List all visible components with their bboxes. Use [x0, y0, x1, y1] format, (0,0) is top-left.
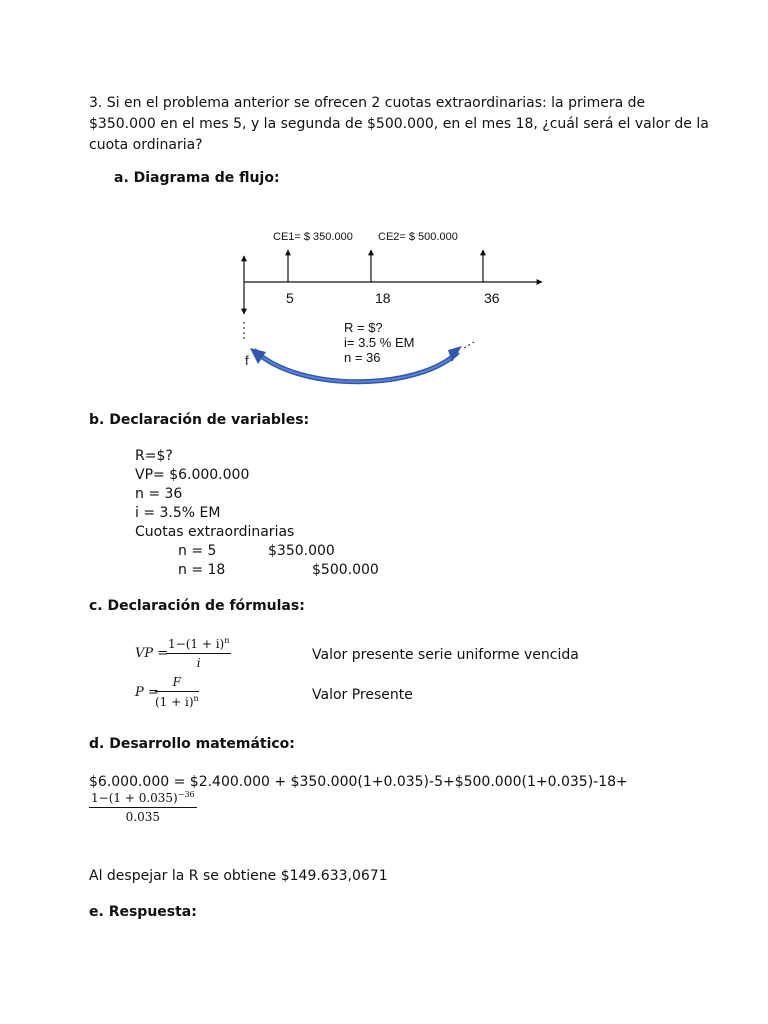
- formula2-lhs: P =: [135, 685, 159, 700]
- equation-line: $6.000.000 = $2.400.000 + $350.000(1+0.035)-5+$500.000(1+0.035)-18+: [89, 774, 628, 790]
- formula2-fraction: [155, 675, 199, 709]
- result-text: Al despejar la R se obtiene $149.633,0671: [89, 868, 388, 884]
- diagram-r: R = $?: [344, 320, 383, 335]
- heading-declaracion-formulas: c. Declaración de fórmulas:: [89, 598, 305, 614]
- formula1-description: Valor presente serie uniforme vencida: [312, 647, 579, 663]
- formula1-lhs: VP =: [135, 646, 169, 661]
- var-i: i = 3.5% EM: [135, 505, 221, 521]
- formula1-exponent: n: [224, 636, 230, 645]
- dashed-guide-right: [464, 342, 474, 348]
- heading-respuesta: e. Respuesta:: [89, 904, 197, 920]
- formula1-numerator-text: 1−(1 + i): [168, 637, 225, 651]
- equation-fraction-denominator: 0.035: [125, 810, 160, 824]
- formula2-description: Valor Presente: [312, 687, 413, 703]
- formula1-numerator: [166, 636, 231, 654]
- heading-declaracion-variables: b. Declaración de variables:: [89, 412, 310, 428]
- equation-fraction-numerator: [89, 790, 197, 808]
- diagram-variables: [344, 320, 424, 362]
- ce1-label: CE1= $ 350.000: [273, 231, 353, 243]
- cash-flow-diagram: [230, 222, 550, 382]
- heading-diagrama-de-flujo: a. Diagrama de flujo:: [114, 170, 280, 186]
- tick-label-18: 18: [375, 290, 391, 306]
- var-ce2-n: n = 18: [178, 562, 226, 578]
- tick-label-5: 5: [286, 290, 294, 306]
- var-r: R=$?: [135, 448, 173, 464]
- var-ce1-value: $350.000: [268, 543, 335, 559]
- formula2-denominator-text: (1 + i): [155, 695, 194, 709]
- ce2-label: CE2= $ 500.000: [378, 231, 458, 243]
- equation-fraction: [89, 790, 197, 824]
- formula2-denominator: [155, 692, 199, 709]
- formula1-denominator: i: [196, 656, 201, 670]
- formula1-fraction: [166, 636, 231, 670]
- var-ce1-n: n = 5: [178, 543, 217, 559]
- tick-label-36: 36: [484, 290, 500, 306]
- var-cuotas-title: Cuotas extraordinarias: [135, 524, 295, 540]
- var-vp: VP= $6.000.000: [135, 467, 250, 483]
- diagram-i: i= 3.5 % EM: [344, 335, 415, 350]
- equation-fraction-exponent: −36: [177, 790, 195, 799]
- f-mark: f: [245, 353, 249, 368]
- var-n: n = 36: [135, 486, 183, 502]
- formula2-exponent: n: [193, 694, 199, 703]
- equation-fraction-numerator-text: 1−(1 + 0.035): [91, 791, 178, 805]
- heading-desarrollo-matematico: d. Desarrollo matemático:: [89, 736, 295, 752]
- var-ce2-value: $500.000: [312, 562, 379, 578]
- diagram-n: n = 36: [344, 350, 381, 362]
- formula2-numerator: F: [155, 675, 199, 692]
- question-text: 3. Si en el problema anterior se ofrecen 2 cuotas extraordinarias: la primera de $350.000 en el mes 5, y la segunda de $500.000, en el mes 18, ¿cuál será el valor de la cuota ordinaria?: [89, 95, 709, 153]
